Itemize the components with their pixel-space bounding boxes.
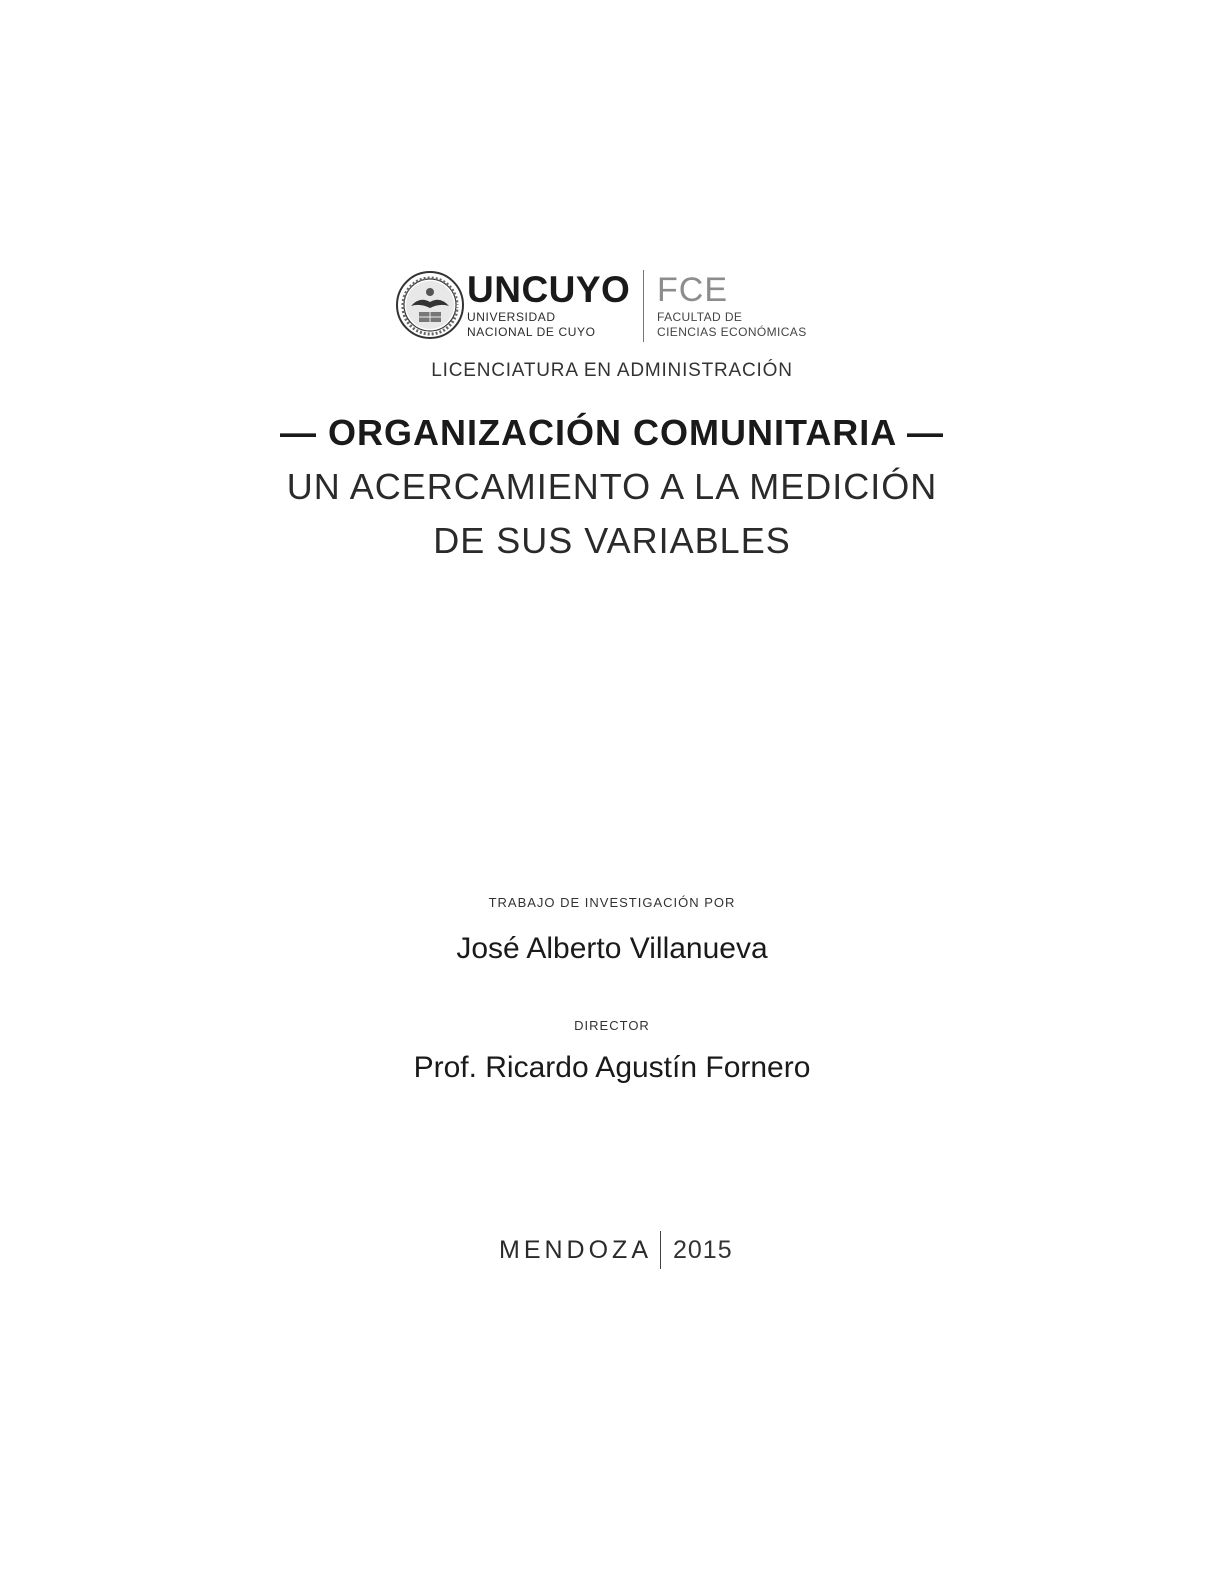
director-name: Prof. Ricardo Agustín Fornero [413, 1051, 811, 1084]
faculty-line-1: FACULTAD DE [657, 310, 743, 324]
university-logo [395, 270, 835, 345]
university-line-2: NACIONAL DE CUYO [467, 325, 596, 339]
author-name: José Alberto Villanueva [456, 932, 768, 965]
document-subtitle-line-1: UN ACERCAMIENTO A LA MEDICIÓN [286, 466, 938, 507]
faculty-line-2: CIENCIAS ECONÓMICAS [657, 325, 807, 339]
university-line-1: UNIVERSIDAD [467, 310, 556, 324]
university-seal-icon [395, 270, 465, 340]
director-label: DIRECTOR [574, 1018, 650, 1033]
logo-divider [643, 270, 644, 342]
document-title: — ORGANIZACIÓN COMUNITARIA — [280, 412, 944, 453]
footer-year: 2015 [673, 1236, 733, 1264]
document-subtitle-line-2: DE SUS VARIABLES [433, 520, 791, 561]
faculty-abbreviation: FCE [657, 271, 728, 309]
author-label: TRABAJO DE INVESTIGACIÓN POR [488, 895, 736, 910]
university-name: UNCUYO [467, 269, 631, 310]
footer-divider [660, 1231, 661, 1269]
career-name: LICENCIATURA EN ADMINISTRACIÓN [431, 360, 793, 381]
footer-place: MENDOZA [499, 1236, 652, 1264]
